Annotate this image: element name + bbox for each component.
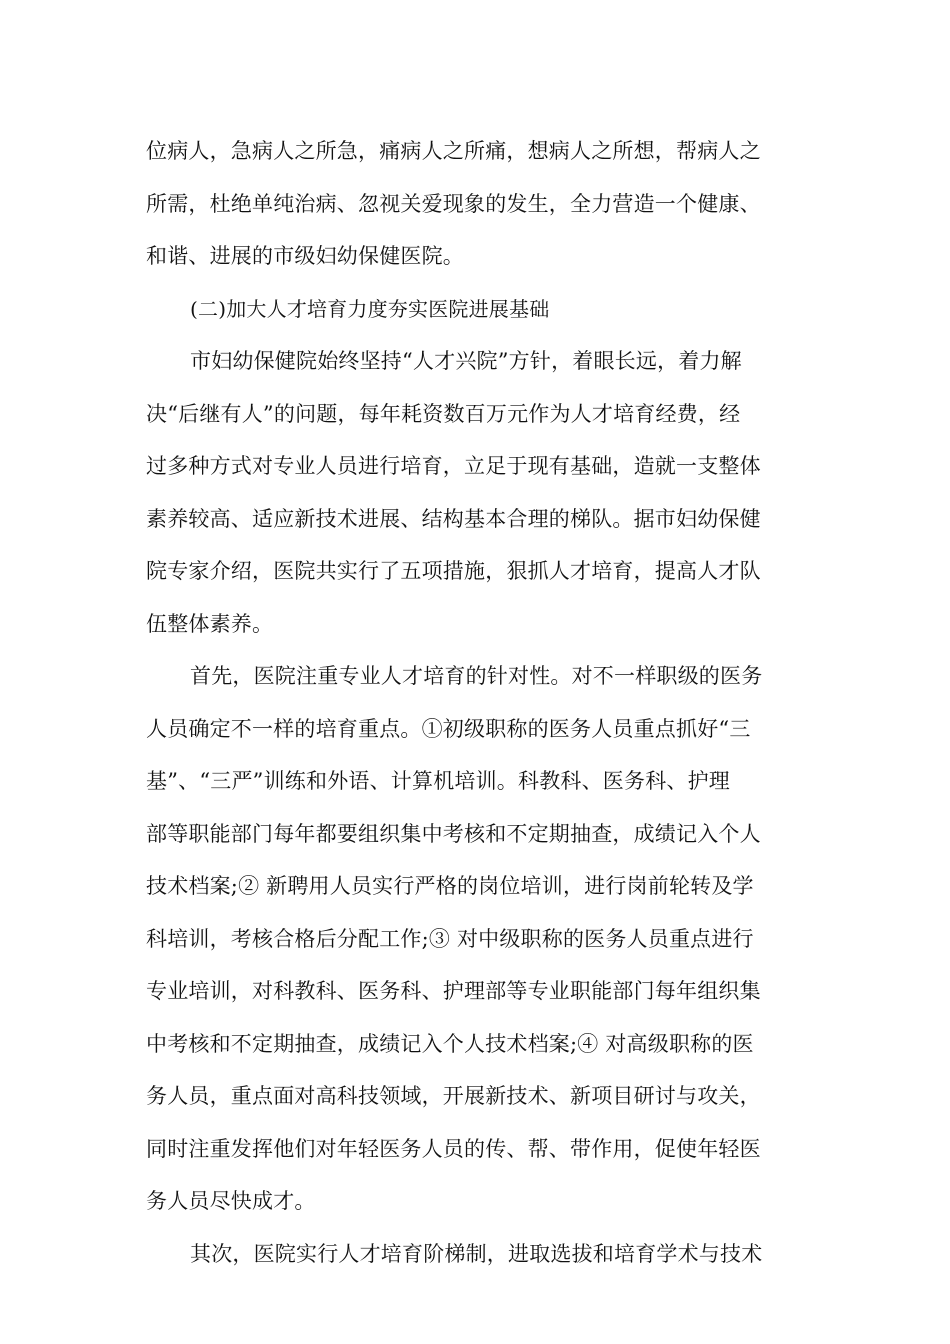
body-line-8: 素养较高、适应新技术进展、结构基本合理的梯队。据市妇幼保健 xyxy=(146,506,761,531)
body-line-15: 技术档案;② 新聘用人员实行严格的岗位培训，进行岗前轮转及学 xyxy=(146,874,754,898)
body-line-17: 专业培训，对科教科、医务科、护理部等专业职能部门每年组织集 xyxy=(146,979,761,1003)
body-line-21: 务人员尽快成才。 xyxy=(146,1189,316,1213)
body-line-6: 决“后继有人”的问题，每年耗资数百万元作为人才培育经费，经 xyxy=(146,401,741,426)
body-line-19: 务人员，重点面对高科技领域，开展新技术、新项目研讨与攻关， xyxy=(146,1084,761,1108)
body-line-2: 所需，杜绝单纯治病、忽视关爱现象的发生，全力营造一个健康、 xyxy=(146,191,761,216)
body-line-3: 和谐、进展的市级妇幼保健医院。 xyxy=(146,244,464,268)
body-line-13: 基”、“三严”训练和外语、计算机培训。科教科、医务科、护理 xyxy=(146,769,731,793)
section-heading: (二)加大人才培育力度夯实医院进展基础 xyxy=(190,296,550,321)
body-line-14: 部等职能部门每年都要组织集中考核和不定期抽查，成绩记入个人 xyxy=(146,821,761,846)
body-line-5: 市妇幼保健院始终坚持“人才兴院”方针，着眼长远，着力解 xyxy=(190,349,742,373)
body-line-10: 伍整体素养。 xyxy=(146,611,274,636)
body-line-18: 中考核和不定期抽查，成绩记入个人技术档案;④ 对高级职称的医 xyxy=(146,1031,754,1056)
body-line-9: 院专家介绍，医院共实行了五项措施，狠抓人才培育，提高人才队 xyxy=(146,559,761,583)
body-line-20: 同时注重发挥他们对年轻医务人员的传、帮、带作用，促使年轻医 xyxy=(146,1136,761,1161)
body-line-7: 过多种方式对专业人员进行培育，立足于现有基础，造就一支整体 xyxy=(146,454,761,478)
body-line-1: 位病人，急病人之所急，痛病人之所痛，想病人之所想，帮病人之 xyxy=(146,139,761,163)
document-page xyxy=(146,125,806,1280)
body-line-12: 人员确定不一样的培育重点。①初级职称的医务人员重点抓好“三 xyxy=(146,716,751,741)
body-line-22: 其次，医院实行人才培育阶梯制，进取选拔和培育学术与技术 xyxy=(190,1241,763,1266)
body-line-16: 科培训，考核合格后分配工作;③ 对中级职称的医务人员重点进行 xyxy=(146,926,754,951)
body-line-11: 首先，医院注重专业人才培育的针对性。对不一样职级的医务 xyxy=(190,664,763,688)
